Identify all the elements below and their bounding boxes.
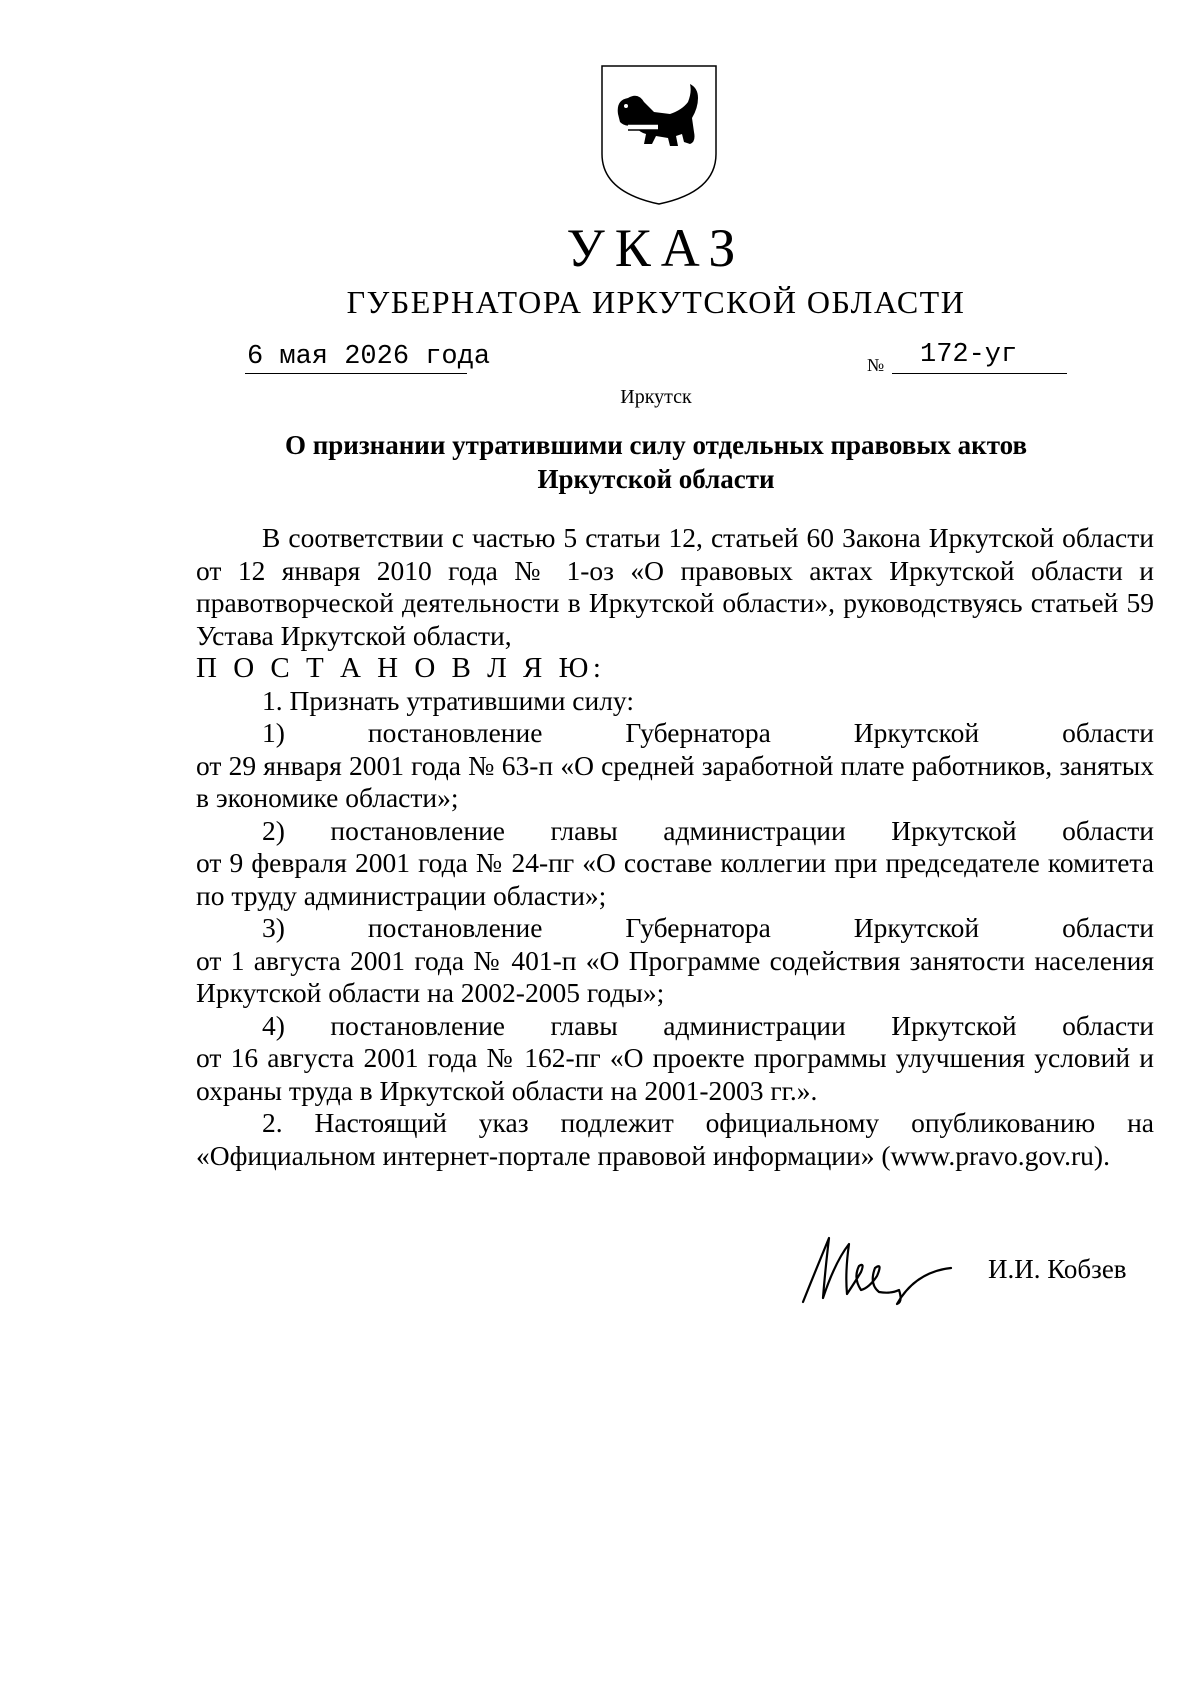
subitem-1-head: 1) постановление Губернатора Иркутской области <box>262 717 1154 748</box>
decree-word: П О С Т А Н О В Л Я Ю: <box>196 652 606 684</box>
document-body <box>196 522 1154 1172</box>
document-title-line-1: О признании утратившими силу отдельных правовых актов <box>284 430 1028 460</box>
signer-name: И.И. Кобзев <box>988 1254 1127 1284</box>
subitem-2-head: 2) постановление главы администрации Иркутской области <box>262 814 1154 846</box>
issue-city: Иркутск <box>620 386 692 408</box>
subitem-1-text: от 29 января 2001 года № 63-п «О средней заработной плате работников, занятых в экономике области»; <box>196 749 1154 813</box>
document-date: 6 мая 2026 года <box>247 342 491 372</box>
number-sign: № <box>867 355 885 375</box>
document-number: 172-уг <box>920 340 1018 370</box>
subitem-4-head: 4) постановление главы администрации Иркутской области <box>262 1009 1154 1041</box>
issuer-subtitle: ГУБЕРНАТОРА ИРКУТСКОЙ ОБЛАСТИ <box>346 284 966 320</box>
document-type-title: УКАЗ <box>566 218 746 278</box>
subitem-2-text: от 9 февраля 2001 года № 24-пг «О составе коллегии при председателе комитета по труду администрации области»; <box>196 847 1154 911</box>
item-2-paragraph: 2. Настоящий указ подлежит официальному опубликованию на «Официальном интернет-портале правовой информации» (www.pravo.gov.ru). <box>196 1107 1154 1171</box>
subitem-4-text: от 16 августа 2001 года № 162-пг «О проекте программы улучшения условий и охраны труда в Иркутской области на 2001-2003 гг.». <box>196 1042 1154 1106</box>
date-underline <box>245 373 467 374</box>
subitem-3-text: от 1 августа 2001 года № 401-п «О Программе содействия занятости населения Иркутской области на 2002-2005 годы»; <box>196 944 1154 1008</box>
subitem-3-head: 3) постановление Губернатора Иркутской области <box>262 912 1154 943</box>
handwritten-signature <box>795 1232 955 1310</box>
preamble-paragraph: В соответствии с частью 5 статьи 12, статьей 60 Закона Иркутской области от 12 января 2010 года № 1-оз «О правовых актах Иркутской области и правотворческой деятельности в Иркутской области», руководствуясь статьей 59 Устава Иркутской области, <box>196 522 1154 651</box>
number-underline <box>892 373 1067 374</box>
irkutsk-coat-of-arms-icon <box>598 62 720 208</box>
document-title <box>200 428 1112 496</box>
document-title-line-2: Иркутской области <box>537 464 775 494</box>
item-1-heading: 1. Признать утратившими силу: <box>262 684 634 716</box>
